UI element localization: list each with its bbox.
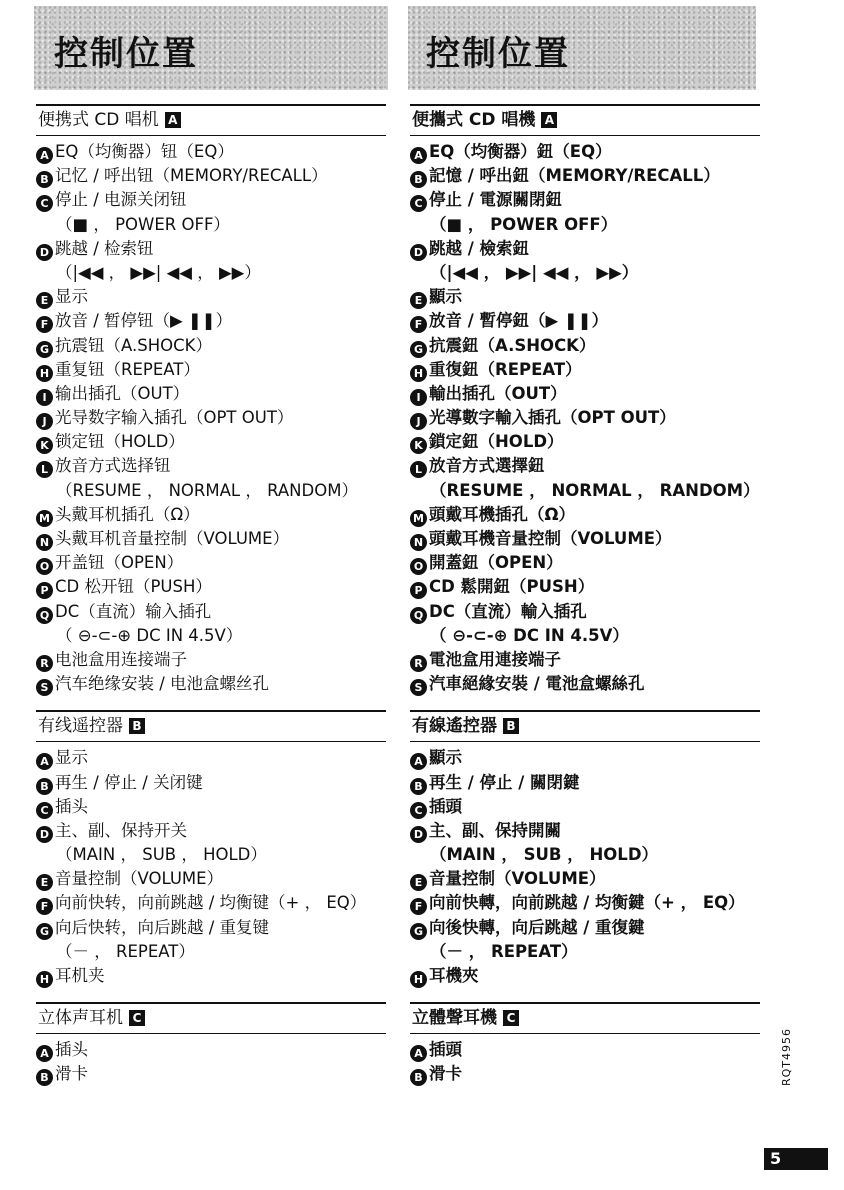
section-heading	[410, 104, 760, 136]
item-text: 跳越 / 檢索鈕	[429, 238, 530, 258]
item-text: 重復鈕（REPEAT）	[429, 359, 582, 379]
list-item-continuation	[36, 479, 386, 503]
item-text: 插頭	[429, 1040, 462, 1060]
document-code: RQT4956	[780, 1027, 793, 1086]
item-text: 主、副、保持開關	[429, 820, 561, 840]
section-title: 有线遥控器	[38, 716, 123, 737]
item-marker: S	[410, 679, 427, 696]
item-marker: F	[36, 316, 53, 333]
list-item-continuation	[36, 261, 386, 285]
list-item	[36, 771, 386, 795]
section-badge: A	[541, 112, 557, 128]
item-text: 音量控制（VOLUME）	[55, 869, 224, 889]
item-marker: H	[410, 971, 427, 988]
item-text: （ ⊖-⊂-⊕ DC IN 4.5V）	[430, 625, 629, 645]
list-item	[36, 237, 386, 261]
item-marker: D	[36, 826, 53, 843]
section-heading	[36, 104, 386, 136]
item-text: 向前快轉，向前跳越 / 均衡鍵（+ ， EQ）	[429, 893, 745, 913]
list-item	[36, 164, 386, 188]
item-text: 鎖定鈕（HOLD）	[429, 432, 564, 452]
item-text: 放音 / 暫停鈕（▶ ❚❚）	[429, 311, 609, 331]
list-item	[36, 795, 386, 819]
list-item	[36, 575, 386, 599]
item-text: （MAIN ， SUB ， HOLD）	[430, 845, 659, 865]
item-text: 顯示	[429, 748, 462, 768]
list-item	[36, 309, 386, 333]
item-text: 开盖钮（OPEN）	[55, 553, 184, 573]
item-marker: E	[36, 292, 53, 309]
item-marker: C	[36, 195, 53, 212]
list-item	[410, 551, 760, 575]
item-marker: I	[36, 389, 53, 406]
item-marker: G	[410, 923, 427, 940]
list-item-continuation	[410, 213, 760, 237]
item-text: 插头	[55, 796, 88, 816]
list-item	[410, 382, 760, 406]
item-marker: H	[36, 365, 53, 382]
section-a	[410, 104, 760, 704]
item-text: CD 松开钮（PUSH）	[55, 577, 212, 597]
item-marker: R	[36, 655, 53, 672]
item-text: 滑卡	[55, 1064, 88, 1084]
item-text: 放音方式選擇鈕	[429, 456, 545, 476]
list-item	[410, 406, 760, 430]
item-text: 抗震鈕（A.SHOCK）	[429, 335, 596, 355]
item-text: 停止 / 电源关闭钮	[55, 190, 187, 210]
section-title: 立體聲耳機	[412, 1008, 497, 1029]
item-marker: Q	[36, 607, 53, 624]
section-badge: C	[129, 1010, 145, 1026]
item-text: 顯示	[429, 287, 462, 307]
item-marker: E	[36, 874, 53, 891]
item-marker: E	[410, 292, 427, 309]
item-text: EQ（均衡器）鈕（EQ）	[429, 142, 612, 161]
section-c	[410, 1002, 760, 1086]
item-text: （|◀◀ ， ▶▶| ◀◀ ， ▶▶）	[430, 262, 639, 282]
item-text: 显示	[55, 287, 88, 307]
item-marker: M	[36, 510, 53, 527]
item-marker: P	[410, 582, 427, 599]
list-item	[410, 916, 760, 940]
item-text: （MAIN ， SUB ， HOLD）	[56, 845, 267, 865]
item-text: 再生 / 停止 / 关闭键	[55, 772, 203, 792]
item-marker: D	[410, 244, 427, 261]
list-item	[36, 819, 386, 843]
list-item	[36, 503, 386, 527]
list-item	[36, 430, 386, 454]
list-item	[410, 188, 760, 212]
section-badge: C	[503, 1010, 519, 1026]
list-item	[36, 188, 386, 212]
item-marker: B	[410, 1069, 427, 1086]
item-marker: A	[36, 1045, 53, 1062]
page-title-left: 控制位置	[54, 26, 198, 75]
item-text: 音量控制（VOLUME）	[429, 869, 606, 889]
item-text: 輸出插孔（OUT）	[429, 383, 567, 403]
item-text: 插頭	[429, 796, 462, 816]
item-text: （ ⊖-⊂-⊕ DC IN 4.5V）	[56, 625, 243, 645]
item-text: 耳機夾	[429, 966, 479, 985]
item-marker: N	[36, 534, 53, 551]
list-item-continuation	[36, 213, 386, 237]
section-b	[410, 710, 760, 996]
list-item	[410, 867, 760, 891]
list-item	[410, 164, 760, 188]
item-text: 耳机夹	[55, 966, 105, 985]
item-text: 抗震钮（A.SHOCK）	[55, 335, 212, 355]
list-item	[410, 285, 760, 309]
item-marker: F	[410, 316, 427, 333]
item-marker: C	[36, 802, 53, 819]
item-text: （|◀◀ ， ▶▶| ◀◀ ， ▶▶）	[56, 262, 261, 282]
item-marker: A	[36, 753, 53, 770]
list-item	[36, 406, 386, 430]
item-text: 向后快转，向后跳越 / 重复键	[55, 917, 270, 937]
item-text: 滑卡	[429, 1064, 462, 1084]
item-marker: B	[36, 1069, 53, 1086]
list-item	[410, 527, 760, 551]
item-marker: G	[36, 341, 53, 358]
list-item	[410, 140, 760, 164]
item-text: 汽车绝缘安装 / 电池盒螺丝孔	[55, 674, 270, 694]
item-marker: A	[410, 1045, 427, 1062]
list-item	[36, 648, 386, 672]
item-text: 再生 / 停止 / 關閉鍵	[429, 772, 580, 792]
item-text: （－ ， REPEAT）	[430, 941, 578, 961]
list-item	[36, 891, 386, 915]
list-item	[36, 867, 386, 891]
item-text: 电池盒用连接端子	[55, 649, 187, 669]
item-text: 汽車絕緣安裝 / 電池盒螺絲孔	[429, 674, 645, 694]
section-badge: A	[165, 112, 181, 128]
item-text: DC（直流）输入插孔	[55, 601, 212, 621]
section-heading	[36, 1002, 386, 1034]
item-marker: I	[410, 389, 427, 406]
list-item	[36, 382, 386, 406]
item-text: EQ（均衡器）钮（EQ）	[55, 142, 234, 161]
list-item	[410, 1062, 760, 1086]
item-text: CD 鬆開鈕（PUSH）	[429, 577, 595, 597]
section-heading	[410, 1002, 760, 1034]
section-title: 便携式 CD 唱机	[38, 110, 159, 130]
item-text: 向前快转，向前跳越 / 均衡键（+ ， EQ）	[55, 893, 367, 913]
section-badge: B	[503, 718, 519, 734]
item-text: 锁定钮（HOLD）	[55, 432, 185, 452]
list-item	[410, 237, 760, 261]
list-item	[36, 1062, 386, 1086]
page-title-right: 控制位置	[426, 26, 570, 75]
list-item	[410, 1038, 760, 1062]
item-text: 跳越 / 检索钮	[55, 238, 154, 258]
page-number: 5	[770, 1149, 782, 1168]
item-text: 開蓋鈕（OPEN）	[429, 553, 563, 573]
item-text: 显示	[55, 748, 88, 768]
item-marker: J	[410, 413, 427, 430]
item-marker: S	[36, 679, 53, 696]
item-marker: B	[410, 778, 427, 795]
item-marker: Q	[410, 607, 427, 624]
list-item	[36, 527, 386, 551]
item-text: 光导数字输入插孔（OPT OUT）	[55, 408, 294, 428]
section-title: 立体声耳机	[38, 1008, 123, 1029]
item-text: 记忆 / 呼出钮（MEMORY/RECALL）	[55, 166, 328, 186]
item-marker: H	[410, 365, 427, 382]
item-text: 放音 / 暂停钮（▶ ❚❚）	[55, 311, 233, 331]
item-marker: O	[36, 558, 53, 575]
item-text: （RESUME ， NORMAL ， RANDOM）	[430, 480, 760, 500]
item-text: 输出插孔（OUT）	[55, 383, 190, 403]
item-text: 頭戴耳機音量控制（VOLUME）	[429, 529, 672, 548]
list-item	[410, 771, 760, 795]
item-text: 插头	[55, 1040, 88, 1060]
list-item	[36, 916, 386, 940]
item-marker: N	[410, 534, 427, 551]
item-text: （－ ， REPEAT）	[56, 941, 195, 961]
section-title: 便攜式 CD 唱機	[412, 110, 536, 130]
item-text: DC（直流）輸入插孔	[429, 601, 587, 621]
list-item	[410, 600, 760, 624]
item-text: 停止 / 電源關閉鈕	[429, 190, 563, 210]
item-text: 头戴耳机插孔（Ω）	[55, 504, 200, 524]
list-item	[410, 309, 760, 333]
item-marker: K	[410, 437, 427, 454]
item-marker: B	[36, 171, 53, 188]
list-item	[36, 285, 386, 309]
item-marker: O	[410, 558, 427, 575]
list-item	[36, 964, 386, 988]
item-marker: B	[410, 171, 427, 188]
list-item	[410, 672, 760, 696]
item-marker: G	[410, 341, 427, 358]
item-marker: A	[410, 147, 427, 164]
section-a	[36, 104, 386, 704]
list-item	[410, 891, 760, 915]
item-marker: A	[410, 753, 427, 770]
item-marker: M	[410, 510, 427, 527]
list-item	[410, 430, 760, 454]
list-item-continuation	[410, 261, 760, 285]
item-text: （■ ， POWER OFF）	[430, 214, 618, 234]
list-item	[410, 503, 760, 527]
list-item	[36, 334, 386, 358]
section-b	[36, 710, 386, 996]
list-item	[410, 648, 760, 672]
column-simplified-chinese	[36, 104, 386, 1093]
item-marker: F	[410, 898, 427, 915]
list-item	[410, 964, 760, 988]
item-text: （RESUME ， NORMAL ， RANDOM）	[56, 480, 358, 500]
item-marker: K	[36, 437, 53, 454]
list-item	[36, 551, 386, 575]
list-item-continuation	[36, 940, 386, 964]
item-marker: C	[410, 195, 427, 212]
item-marker: D	[410, 826, 427, 843]
banner-left	[34, 6, 388, 90]
item-marker: E	[410, 874, 427, 891]
list-item	[410, 819, 760, 843]
section-c	[36, 1002, 386, 1086]
item-marker: B	[36, 778, 53, 795]
item-marker: D	[36, 244, 53, 261]
section-heading	[36, 710, 386, 742]
list-item	[410, 746, 760, 770]
column-traditional-chinese	[410, 104, 760, 1093]
item-marker: G	[36, 923, 53, 940]
item-text: 重复钮（REPEAT）	[55, 359, 200, 379]
list-item	[36, 454, 386, 478]
section-badge: B	[129, 718, 145, 734]
page-number-box	[764, 1148, 828, 1170]
list-item	[36, 140, 386, 164]
list-item	[410, 575, 760, 599]
list-item	[410, 358, 760, 382]
item-marker: P	[36, 582, 53, 599]
list-item	[36, 672, 386, 696]
list-item	[36, 358, 386, 382]
list-item-continuation	[36, 624, 386, 648]
item-text: 頭戴耳機插孔（Ω）	[429, 504, 576, 524]
item-text: 放音方式选择钮	[55, 456, 171, 476]
list-item	[410, 454, 760, 478]
section-title: 有線遙控器	[412, 716, 497, 737]
section-heading	[410, 710, 760, 742]
list-item-continuation	[410, 479, 760, 503]
item-marker: L	[36, 461, 53, 478]
item-text: 光導數字輸入插孔（OPT OUT）	[429, 408, 676, 428]
item-marker: J	[36, 413, 53, 430]
list-item	[36, 746, 386, 770]
item-marker: A	[36, 147, 53, 164]
item-text: 主、副、保持开关	[55, 820, 187, 840]
item-text: 記憶 / 呼出鈕（MEMORY/RECALL）	[429, 166, 720, 186]
item-marker: L	[410, 461, 427, 478]
banner-right	[408, 6, 756, 90]
list-item-continuation	[410, 940, 760, 964]
item-text: 電池盒用連接端子	[429, 649, 561, 669]
list-item	[36, 600, 386, 624]
item-marker: H	[36, 971, 53, 988]
item-text: （■ ， POWER OFF）	[56, 214, 230, 234]
item-text: 向後快轉，向后跳越 / 重復鍵	[429, 917, 645, 937]
item-marker: R	[410, 655, 427, 672]
item-text: 头戴耳机音量控制（VOLUME）	[55, 529, 290, 548]
list-item	[36, 1038, 386, 1062]
list-item-continuation	[410, 843, 760, 867]
list-item	[410, 334, 760, 358]
list-item-continuation	[410, 624, 760, 648]
list-item-continuation	[36, 843, 386, 867]
item-marker: F	[36, 898, 53, 915]
item-marker: C	[410, 802, 427, 819]
list-item	[410, 795, 760, 819]
